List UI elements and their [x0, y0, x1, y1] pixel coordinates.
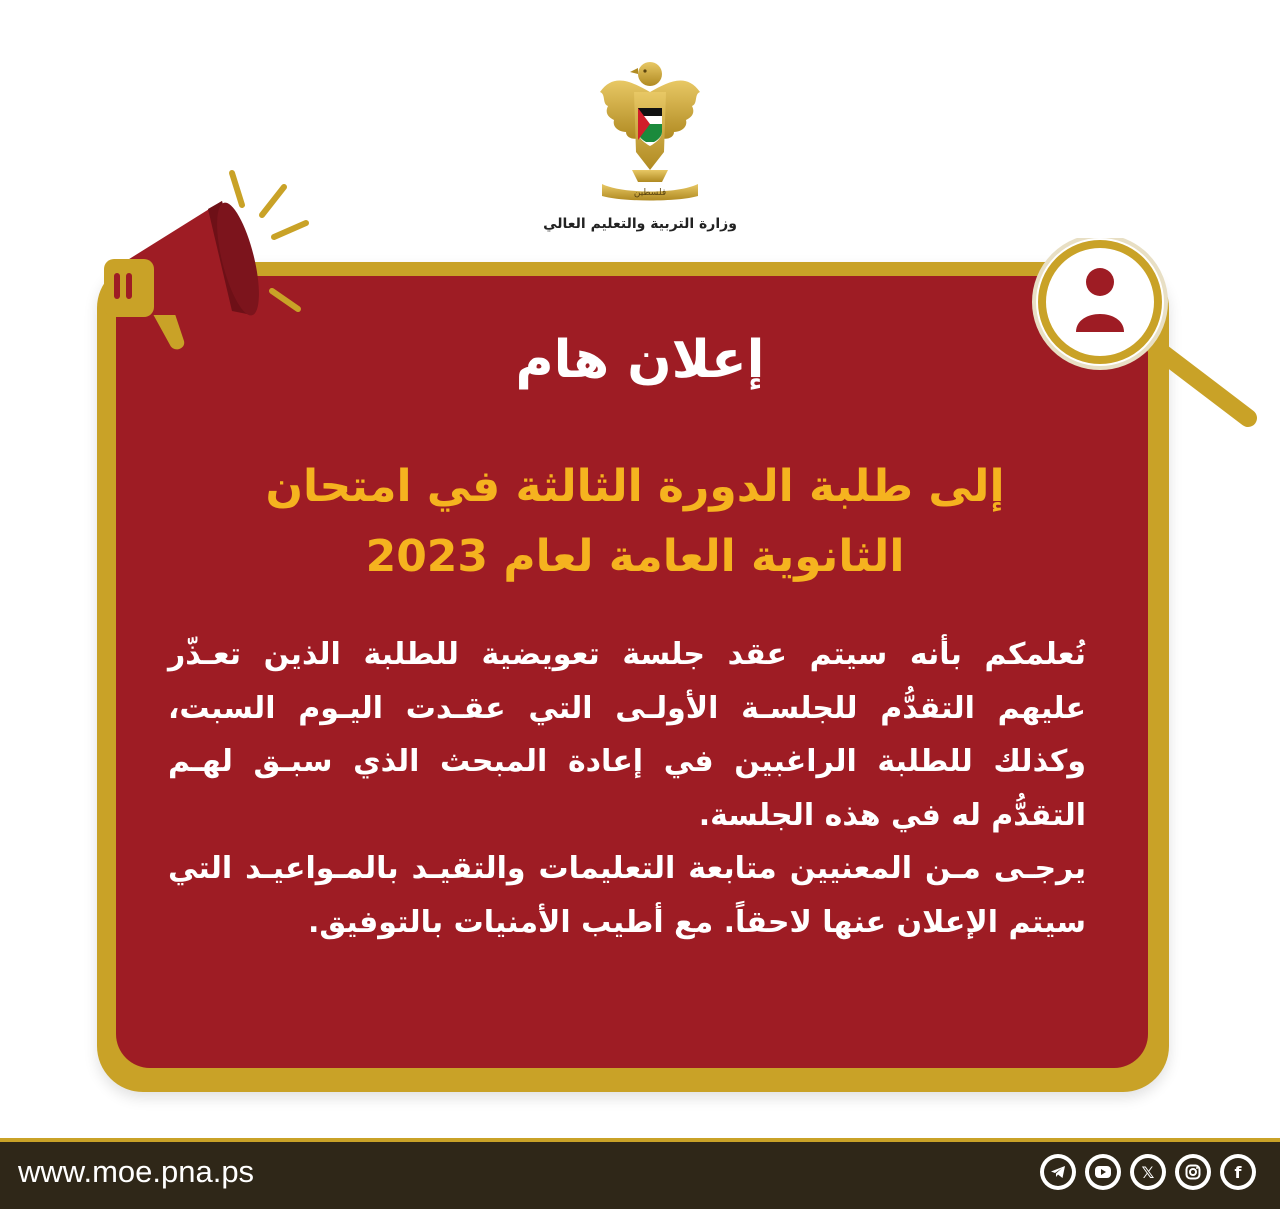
- subtitle-line-1: إلى طلبة الدورة الثالثة في امتحان: [265, 461, 1005, 512]
- website-link[interactable]: www.moe.pna.ps: [18, 1154, 255, 1189]
- social-icons: [1040, 1154, 1256, 1190]
- magnifier-user-icon: [1028, 238, 1264, 444]
- instagram-icon[interactable]: [1175, 1154, 1211, 1190]
- youtube-icon[interactable]: [1085, 1154, 1121, 1190]
- announcement-title: إعلان هام: [515, 330, 765, 390]
- ministry-name: وزارة التربية والتعليم العالي: [543, 216, 737, 232]
- x-icon[interactable]: 𝕏: [1130, 1154, 1166, 1190]
- megaphone-icon: [92, 165, 332, 360]
- announcement-body: [168, 628, 1086, 949]
- telegram-icon[interactable]: [1040, 1154, 1076, 1190]
- body-paragraph-1: نُعلمكم بأنه سيتم عقد جلسة تعويضية للطلبة الذين تعـذّر عليهم التقدُّم للجلسـة الأولـى التي عقـدت اليـوم السبت، وكذلك للطلبة الراغبين في إعادة المبحث الذي سبـق لهـم التقدُّم له في هذه الجلسة.: [168, 637, 1086, 833]
- footer-bar: [0, 1138, 1280, 1209]
- palestine-eagle-emblem: [592, 52, 708, 202]
- subtitle-line-2: الثانوية العامة لعام 2023: [365, 531, 905, 582]
- body-paragraph-2: يرجـى مـن المعنيين متابعة التعليمات والتقيـد بالمـواعيـد التي سيتم الإعلان عنها لاحقاً. مع أطيب الأمنيات بالتوفيق.: [168, 851, 1086, 940]
- facebook-icon[interactable]: f: [1220, 1154, 1256, 1190]
- emblem-banner-text: فلسطين: [633, 188, 667, 198]
- announcement-subtitle: [170, 452, 1100, 592]
